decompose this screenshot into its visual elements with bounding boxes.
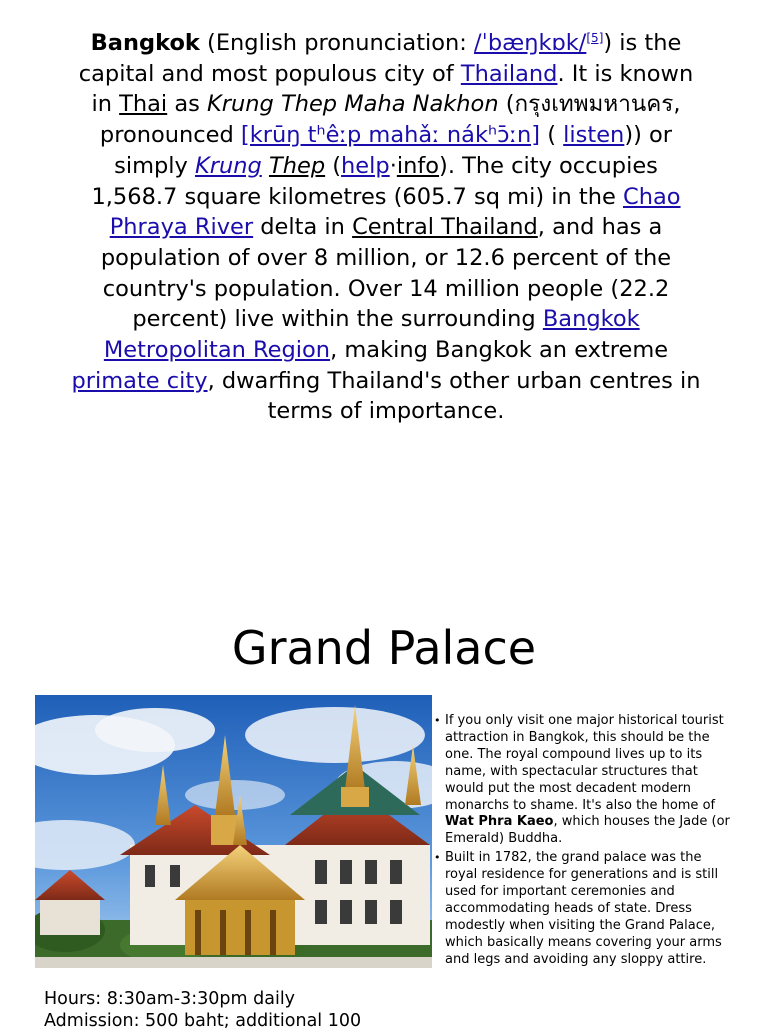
- list-item: [434, 713, 730, 848]
- help-link[interactable]: help: [341, 152, 390, 179]
- thailand-link[interactable]: Thailand: [460, 60, 558, 87]
- metropolitan-region-link[interactable]: Bangkok Metropolitan Region: [103, 306, 640, 364]
- intro-text: ) is the capital and most populous city of: [78, 30, 682, 87]
- list-item-text: If you only visit one major historical tourist attraction in Bangkok, this should be the one. The royal compound lives up to its name, with spectacular structures that would put the most decadent modern monarchs to shame. It's also the home of: [445, 713, 724, 813]
- chao-phraya-link[interactable]: Chao Phraya River: [109, 183, 681, 241]
- intro-text: (: [325, 152, 342, 179]
- reference-link[interactable]: [5]: [586, 31, 604, 45]
- list-item-text: Built in 1782, the grand palace was the royal residence for generations and is still used for important ceremonies and accommodating heads of state. Dress modestly when visiting the Grand Palace, which basically means covering your arms and legs and avoiding any sloppy attire.: [445, 850, 722, 967]
- intro-title: Bangkok: [90, 30, 200, 56]
- intro-text: , dwarfing Thailand's other urban centres in terms of importance.: [207, 367, 701, 425]
- visitor-info: [44, 988, 434, 1032]
- list-item: [434, 850, 730, 968]
- ipa-thai-link[interactable]: [krūŋ tʰêːp mahǎː nákʰɔ̄ːn]: [240, 122, 541, 149]
- opening-hours: Hours: 8:30am-3:30pm daily: [44, 989, 296, 1009]
- wat-phra-kaeo-highlight: Wat Phra Kaeo: [445, 814, 554, 830]
- intro-text: ). The city occupies 1,568.7 square kilometres (605.7 sq mi) in the: [91, 152, 658, 210]
- native-name: Krung Thep Maha Nakhon: [207, 91, 499, 118]
- intro-text: (: [540, 122, 564, 149]
- intro-text: . It is known in: [91, 60, 694, 118]
- info-link[interactable]: info: [396, 152, 440, 179]
- intro-paragraph: [68, 28, 704, 427]
- admission-fee: Admission: 500 baht; additional 100: [44, 1011, 362, 1031]
- intro-text: , making Bangkok an extreme: [330, 337, 669, 364]
- list-item-text: , which houses the Jade (or Emerald) Buddha.: [445, 814, 730, 847]
- section-title: Grand Palace: [231, 621, 537, 675]
- intro-text: , and has a population of over 8 million, or 12.6 percent of the country's population. Over 14 million people (22.2 percent) live within the surrounding: [100, 214, 672, 333]
- intro-text: (English pronunciation:: [199, 30, 475, 56]
- intro-text: as: [167, 91, 207, 118]
- thai-language-link[interactable]: Thai: [119, 91, 168, 118]
- primate-city-link[interactable]: primate city: [71, 367, 208, 394]
- intro-text: (กรุงเทพมหานคร, pronounced: [99, 91, 681, 149]
- grand-palace-photo: [35, 695, 432, 968]
- central-thailand-link[interactable]: Central Thailand: [352, 214, 538, 241]
- intro-text: )) or simply: [114, 122, 673, 179]
- listen-link[interactable]: listen: [563, 122, 625, 149]
- ipa-english-link[interactable]: /ˈbæŋkɒk/: [474, 30, 587, 56]
- thep-link[interactable]: Thep: [268, 152, 326, 179]
- intro-text: delta in: [253, 214, 353, 241]
- attraction-description-list: [434, 713, 730, 971]
- krung-link[interactable]: Krung: [195, 152, 262, 179]
- separator-dot: ·: [389, 152, 397, 179]
